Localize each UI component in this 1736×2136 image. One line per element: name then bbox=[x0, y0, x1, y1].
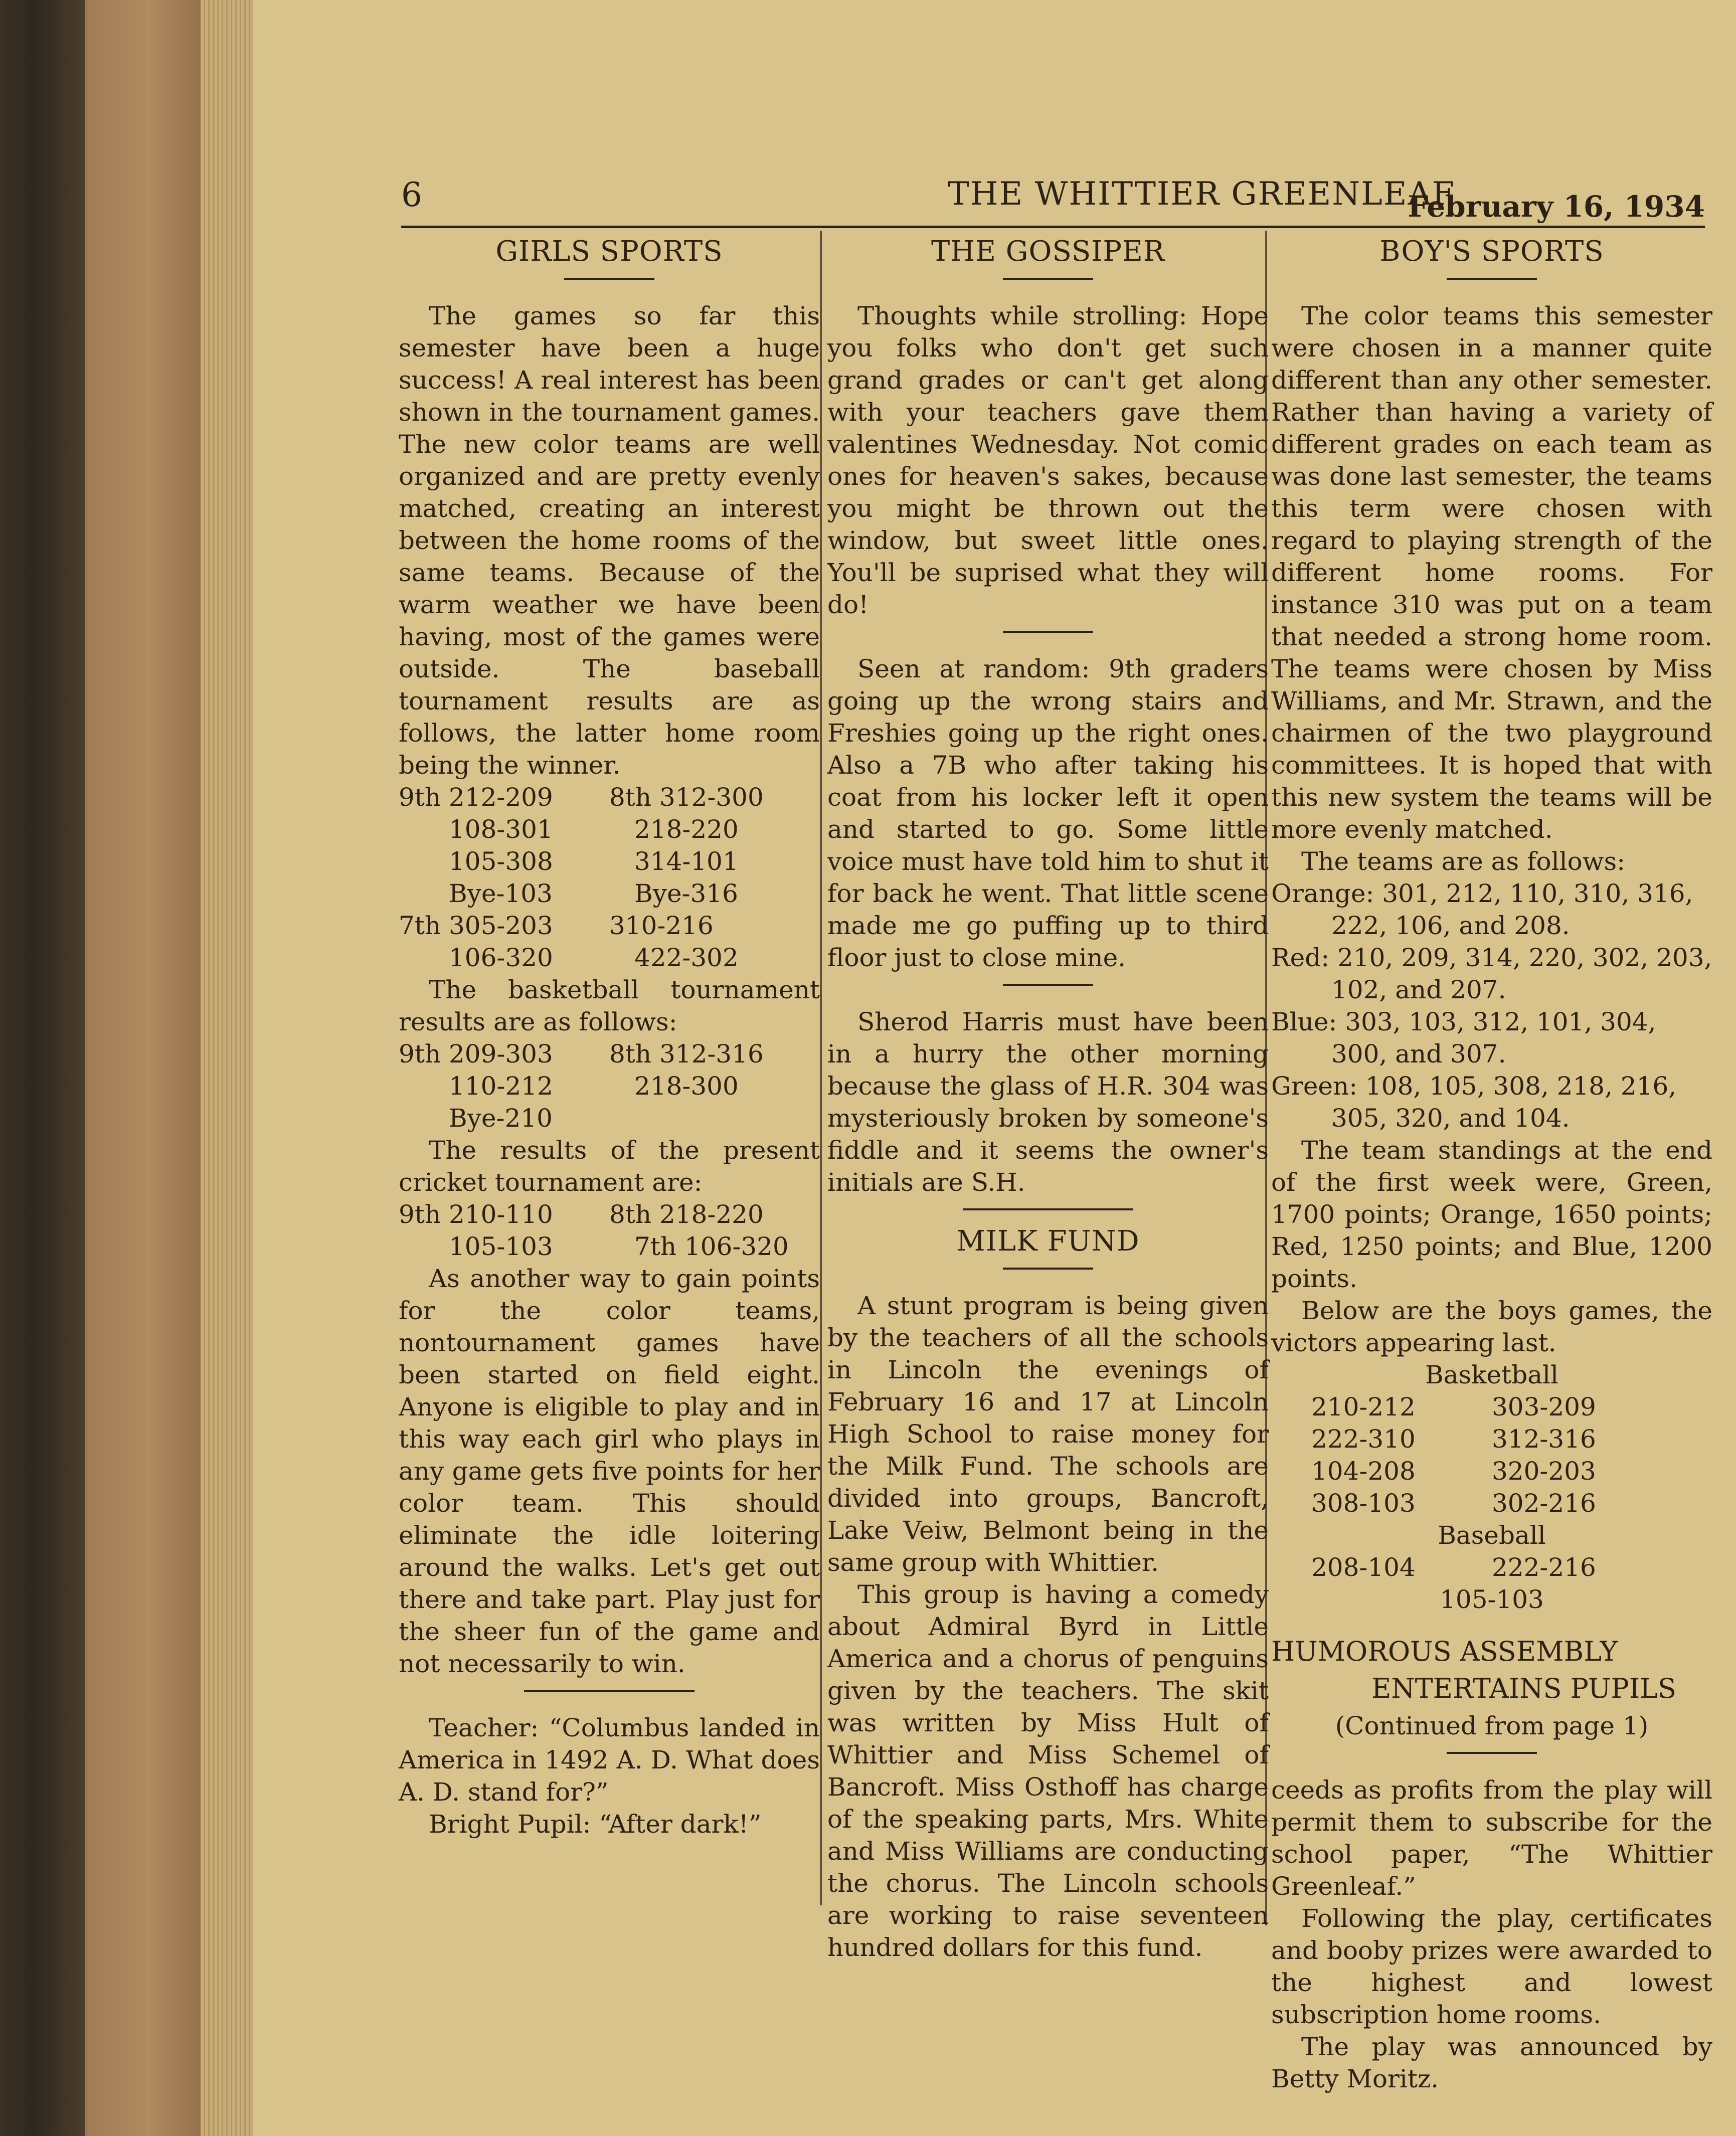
girls-baseball-results bbox=[399, 781, 820, 974]
score-cell: 218-300 bbox=[634, 1072, 739, 1101]
joke-pupil: Bright Pupil: “After dark!” bbox=[429, 1810, 762, 1839]
score-cell: 210-212 bbox=[1311, 1392, 1416, 1421]
score-row bbox=[399, 877, 820, 910]
score-row bbox=[399, 910, 820, 942]
divider bbox=[1003, 1268, 1093, 1270]
score-row bbox=[1271, 1423, 1712, 1455]
score-cell: 8th 312-300 bbox=[609, 783, 764, 812]
score-row bbox=[1271, 1487, 1712, 1519]
team-list bbox=[1271, 877, 1712, 1134]
team-entry: Blue: 303, 103, 312, 101, 304, 300, and 307. bbox=[1271, 1007, 1656, 1069]
boys-basketball-results bbox=[1271, 1391, 1712, 1519]
joke-teacher: Teacher: “Columbus landed in America in 1492 A. D. What does A. D. stand for?” bbox=[399, 1713, 820, 1807]
assembly-heading-line-1: HUMOROUS ASSEMBLY bbox=[1271, 1636, 1618, 1667]
score-row bbox=[399, 942, 820, 974]
score-cell: Bye-210 bbox=[449, 1104, 553, 1133]
score-cell: 208-104 bbox=[1311, 1553, 1416, 1582]
page-number: 6 bbox=[401, 175, 422, 214]
score-cell: 7th 305-203 bbox=[399, 911, 553, 940]
divider bbox=[524, 1690, 695, 1692]
baseball-last-result: 105-103 bbox=[1440, 1585, 1544, 1614]
score-cell: 310-216 bbox=[609, 911, 714, 940]
gossiper-column bbox=[827, 236, 1269, 1964]
score-row bbox=[399, 1102, 820, 1134]
score-row bbox=[399, 781, 820, 813]
score-row bbox=[399, 813, 820, 845]
team-entry: Red: 210, 209, 314, 220, 302, 203, 102, and 207. bbox=[1271, 943, 1712, 1004]
assembly-para-1: ceeds as profits from the play will permit them to subscribe for the school paper, “The Whittier Greenleaf.” bbox=[1271, 1775, 1712, 1901]
score-row bbox=[399, 1230, 820, 1263]
score-row bbox=[399, 845, 820, 877]
score-cell: 110-212 bbox=[449, 1072, 553, 1101]
team-entry: Orange: 301, 212, 110, 310, 316, 222, 106, and 208. bbox=[1271, 879, 1693, 940]
masthead bbox=[401, 170, 1705, 228]
score-cell: 9th 209-303 bbox=[399, 1039, 553, 1069]
milk-fund-para-1: A stunt program is being given by the teachers of all the schools in Lincoln the evenings of February 16 and 17 at Lincoln High School to raise money for the Milk Fund. The schools are divided into groups, Bancroft, Lake Veiw, Belmont being in the same group with Whittier. bbox=[827, 1291, 1269, 1577]
score-cell: 302-216 bbox=[1492, 1489, 1596, 1518]
score-cell: 108-301 bbox=[449, 815, 553, 844]
gossiper-para-3: Sherod Harris must have been in a hurry the other morning because the glass of H.R. 304 was mysteriously broken by someone's fiddle and it seems the owner's initials are S.H. bbox=[827, 1007, 1269, 1197]
score-row bbox=[399, 1070, 820, 1102]
score-cell: 308-103 bbox=[1311, 1489, 1416, 1518]
baseball-label: Baseball bbox=[1438, 1521, 1546, 1550]
score-row bbox=[1271, 1551, 1712, 1583]
paper-title: THE WHITTIER GREENLEAF bbox=[948, 175, 1456, 213]
divider bbox=[1447, 1752, 1537, 1754]
girls-sports-closing: As another way to gain points for the color teams, nontournament games have been started on field eight. Anyone is eligible to play and in this way each girl who plays in any game gets five points for her color team. This should eliminate the idle loitering around the walks. Let's get out there and take part. Play just for the sheer fun of the game and not necessarily to win. bbox=[399, 1264, 820, 1678]
boys-sports-column bbox=[1271, 236, 1712, 2095]
score-cell: 312-316 bbox=[1492, 1425, 1596, 1454]
score-cell: 106-320 bbox=[449, 943, 553, 972]
score-cell: 303-209 bbox=[1492, 1392, 1596, 1421]
issue-date: February 16, 1934 bbox=[1408, 190, 1705, 224]
score-cell: 422-302 bbox=[634, 943, 739, 972]
score-cell: 314-101 bbox=[634, 847, 739, 876]
score-row bbox=[1271, 1455, 1712, 1487]
boys-sports-heading: BOY'S SPORTS bbox=[1379, 235, 1604, 268]
score-cell: 222-310 bbox=[1311, 1425, 1416, 1454]
score-cell bbox=[634, 1102, 820, 1134]
teams-intro: The teams are as follows: bbox=[1301, 847, 1626, 876]
team-entry: Green: 108, 105, 308, 218, 216, 305, 320, and 104. bbox=[1271, 1072, 1677, 1133]
divider bbox=[1003, 631, 1093, 633]
games-intro: Below are the boys games, the victors appearing last. bbox=[1271, 1296, 1712, 1357]
score-cell: 7th 106-320 bbox=[634, 1232, 789, 1261]
gossiper-para-2: Seen at random: 9th graders going up the wrong stairs and Freshies going up the right ones. Also a 7B who after taking his coat from his locker left it open and started to go. Some little voice must have told him to shut it for back he went. That little scene made me go puffing up to third floor just to close mine. bbox=[827, 654, 1269, 972]
basketball-label: Basketball bbox=[1425, 1360, 1558, 1389]
assembly-para-2: Following the play, certificates and booby prizes were awarded to the highest and lowest subscription home rooms. bbox=[1271, 1904, 1712, 2029]
score-cell: 9th 212-209 bbox=[399, 783, 553, 812]
girls-cricket-results bbox=[399, 1198, 820, 1263]
divider bbox=[564, 278, 654, 280]
score-cell: Bye-103 bbox=[449, 879, 553, 908]
gossiper-para-1: Thoughts while strolling: Hope you folks who don't get such grand grades or can't get along with your teachers gave them valentines Wednesday. Not comic ones for heaven's sakes, because you might be thrown out the window, but sweet little ones. You'll be suprised what they will do! bbox=[827, 301, 1269, 619]
team-standings: The team standings at the end of the first week were, Green, 1700 points; Orange, 1650 points; Red, 1250 points; and Blue, 1200 points. bbox=[1271, 1136, 1712, 1293]
milk-fund-heading: MILK FUND bbox=[956, 1225, 1140, 1258]
assembly-para-3: The play was announced by Betty Moritz. bbox=[1271, 2032, 1712, 2093]
boys-sports-para-1: The color teams this semester were chosen in a manner quite different than any other semester. Rather than having a variety of different grades on each team as was done last semester, the teams this term were chosen with regard to playing strength of the different home rooms. For instance 310 was put on a team that needed a strong home room. The teams were chosen by Miss Williams, and Mr. Strawn, and the chairmen of the two playground committees. It is hoped that with this new system the teams will be more evenly matched. bbox=[1271, 301, 1712, 844]
divider bbox=[963, 1208, 1133, 1210]
score-row bbox=[399, 1038, 820, 1070]
score-cell: 104-208 bbox=[1311, 1457, 1416, 1486]
score-cell: 9th 210-110 bbox=[399, 1200, 553, 1229]
score-cell: 222-216 bbox=[1492, 1553, 1596, 1582]
score-cell: 8th 312-316 bbox=[609, 1039, 764, 1069]
book-cover-edge bbox=[85, 0, 211, 2136]
divider bbox=[1003, 278, 1093, 280]
girls-basketball-intro: The basketball tournament results are as follows: bbox=[399, 975, 820, 1036]
girls-sports-intro: The games so far this semester have been a huge success! A real interest has been shown in the tournament games. The new color teams are well organized and are pretty evenly matched, creating an interest between the home rooms of the same teams. Because of the warm weather we have been having, most of the games were outside. The baseball tournament results are as follows, the latter home room being the winner. bbox=[399, 301, 820, 780]
girls-sports-heading: GIRLS SPORTS bbox=[495, 235, 723, 268]
score-cell: 105-308 bbox=[449, 847, 553, 876]
score-cell: Bye-316 bbox=[634, 879, 738, 908]
assembly-heading-line-2: ENTERTAINS PUPILS bbox=[1371, 1673, 1677, 1704]
score-cell: 218-220 bbox=[634, 815, 739, 844]
divider bbox=[1003, 984, 1093, 986]
score-row bbox=[1271, 1391, 1712, 1423]
newspaper-page bbox=[253, 0, 1736, 2136]
score-cell: 8th 218-220 bbox=[609, 1200, 764, 1229]
girls-cricket-intro: The results of the present cricket tournament are: bbox=[399, 1136, 820, 1197]
boys-baseball-results bbox=[1271, 1551, 1712, 1583]
gossiper-heading: THE GOSSIPER bbox=[931, 235, 1165, 268]
page-edges bbox=[201, 0, 256, 2136]
score-cell: 105-103 bbox=[449, 1232, 553, 1261]
column-divider bbox=[820, 231, 822, 1905]
girls-basketball-results bbox=[399, 1038, 820, 1134]
continued-note: (Continued from page 1) bbox=[1335, 1711, 1649, 1740]
girls-sports-column bbox=[399, 236, 820, 1840]
book-binding bbox=[0, 0, 85, 2136]
milk-fund-para-2: This group is having a comedy about Admiral Byrd in Little America and a chorus of penguins given by the teachers. The skit was written by Miss Hult of Whittier and Miss Schemel of Bancroft. Miss Osthoff has charge of the speaking parts, Mrs. White and Miss Williams are conducting the chorus. The Lincoln schools are working to raise seventeen hundred dollars for this fund. bbox=[827, 1580, 1269, 1962]
score-cell: 320-203 bbox=[1492, 1457, 1596, 1486]
divider bbox=[1447, 278, 1537, 280]
score-row bbox=[399, 1198, 820, 1230]
